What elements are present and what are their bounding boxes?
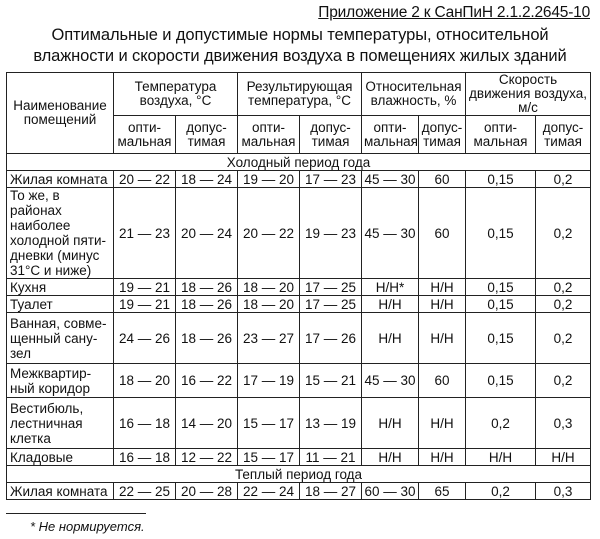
subheader-allowed: допус-тимая <box>176 116 238 154</box>
cell: Н/Н <box>419 398 466 449</box>
subheader-allowed: допус-тимая <box>419 116 466 154</box>
cell: 0,2 <box>536 296 591 313</box>
cell: 18 — 26 <box>176 313 238 364</box>
cell: 0,2 <box>536 279 591 296</box>
cell: 65 <box>419 483 466 500</box>
cell: 21 — 23 <box>114 188 176 279</box>
cell: 20 — 28 <box>176 483 238 500</box>
cell: 24 — 26 <box>114 313 176 364</box>
cell: 12 — 22 <box>176 449 238 466</box>
document-title <box>0 25 600 67</box>
cell: 19 — 23 <box>300 188 362 279</box>
cell: 18 — 20 <box>238 296 300 313</box>
subheader-optimal: опти-мальная <box>238 116 300 154</box>
cell: 20 — 22 <box>238 188 300 279</box>
cell: 15 — 21 <box>300 364 362 398</box>
cell: 19 — 20 <box>238 171 300 188</box>
cell: 14 — 20 <box>176 398 238 449</box>
appendix-reference: Приложение 2 к СанПиН 2.1.2.2645-10 <box>318 4 590 21</box>
cell: 17 — 25 <box>300 279 362 296</box>
cell: 22 — 25 <box>114 483 176 500</box>
cell: 45 — 30 <box>362 188 419 279</box>
cell: 15 — 17 <box>238 398 300 449</box>
cell: 0,2 <box>466 398 536 449</box>
cell: 18 — 20 <box>238 279 300 296</box>
cell: 0,15 <box>466 296 536 313</box>
subheader-optimal: опти-мальная <box>466 116 536 154</box>
cell: 18 — 20 <box>114 364 176 398</box>
table-row <box>7 313 591 364</box>
cell: 0,15 <box>466 279 536 296</box>
cell: 22 — 24 <box>238 483 300 500</box>
cell: 0,15 <box>466 364 536 398</box>
cell: 18 — 26 <box>176 279 238 296</box>
cell: 16 — 18 <box>114 398 176 449</box>
cell: 60 <box>419 188 466 279</box>
cell: 0,2 <box>536 364 591 398</box>
cell: 19 — 21 <box>114 296 176 313</box>
cell: Н/Н <box>419 296 466 313</box>
cell: 19 — 21 <box>114 279 176 296</box>
table-row <box>7 171 591 188</box>
cell: 0,2 <box>536 171 591 188</box>
cell: 17 — 26 <box>300 313 362 364</box>
cell: 60 <box>419 364 466 398</box>
cell: 0,15 <box>466 313 536 364</box>
footnote-divider <box>6 513 146 514</box>
subheader-optimal: опти-мальная <box>362 116 419 154</box>
title-line-2: влажности и скорости движения воздуха в помещениях жилых зданий <box>33 47 567 65</box>
cell: 0,15 <box>466 188 536 279</box>
cell: 60 <box>419 171 466 188</box>
cell: 17 — 25 <box>300 296 362 313</box>
norms-table <box>6 72 591 500</box>
table-row <box>7 449 591 466</box>
cell: Н/Н <box>536 449 591 466</box>
room-name: Жилая комната <box>7 171 114 188</box>
footnote: * Не нормируется. <box>30 519 145 534</box>
header-resulting-temperature: Результирующая температура, °С <box>238 73 362 116</box>
subheader-allowed: допус-тимая <box>300 116 362 154</box>
table-row <box>7 483 591 500</box>
table-row <box>7 364 591 398</box>
cell: Н/Н <box>362 398 419 449</box>
cell: 18 — 27 <box>300 483 362 500</box>
cell: Н/Н <box>362 449 419 466</box>
cell: 45 — 30 <box>362 364 419 398</box>
cell: Н/Н <box>419 449 466 466</box>
room-name: Кладовые <box>7 449 114 466</box>
room-name: Межквартир-ный коридор <box>7 364 114 398</box>
cell: 15 — 17 <box>238 449 300 466</box>
room-name: То же, в районах наиболее холодной пяти-дневки (минус 31°С и ниже) <box>7 188 114 279</box>
cell: 0,2 <box>536 188 591 279</box>
header-room-name: Наименование помещений <box>7 73 114 154</box>
cell: 23 — 27 <box>238 313 300 364</box>
header-relative-humidity: Относительная влажность, % <box>362 73 466 116</box>
cell: 20 — 22 <box>114 171 176 188</box>
cell: 0,3 <box>536 483 591 500</box>
cell: Н/Н <box>419 279 466 296</box>
table-row <box>7 279 591 296</box>
cell: Н/Н <box>362 296 419 313</box>
cell: 16 — 22 <box>176 364 238 398</box>
cell: 0,15 <box>466 171 536 188</box>
cell: 13 — 19 <box>300 398 362 449</box>
cell: 17 — 19 <box>238 364 300 398</box>
header-air-speed: Скорость движения воздуха, м/с <box>466 73 591 116</box>
cell: 0,2 <box>466 483 536 500</box>
room-name: Туалет <box>7 296 114 313</box>
room-name: Вестибюль, лестничная клетка <box>7 398 114 449</box>
cell: Н/Н <box>362 313 419 364</box>
room-name: Кухня <box>7 279 114 296</box>
cell: 18 — 26 <box>176 296 238 313</box>
cell: 0,2 <box>536 313 591 364</box>
header-air-temperature: Температура воздуха, °С <box>114 73 238 116</box>
table-row <box>7 398 591 449</box>
table-row <box>7 296 591 313</box>
cell: 11 — 21 <box>300 449 362 466</box>
cell: Н/Н <box>466 449 536 466</box>
room-name: Жилая комната <box>7 483 114 500</box>
subheader-allowed: допус-тимая <box>536 116 591 154</box>
cell: 17 — 23 <box>300 171 362 188</box>
cell: 0,3 <box>536 398 591 449</box>
period-cold: Холодный период года <box>7 154 591 171</box>
title-line-1: Оптимальные и допустимые нормы температуры, относительной <box>51 26 549 44</box>
cell: 20 — 24 <box>176 188 238 279</box>
period-warm: Теплый период года <box>7 466 591 483</box>
room-name: Ванная, совме-щенный сану-зел <box>7 313 114 364</box>
cell: Н/Н* <box>362 279 419 296</box>
cell: 18 — 24 <box>176 171 238 188</box>
cell: 16 — 18 <box>114 449 176 466</box>
cell: Н/Н <box>419 313 466 364</box>
cell: 45 — 30 <box>362 171 419 188</box>
cell: 60 — 30 <box>362 483 419 500</box>
subheader-optimal: опти-мальная <box>114 116 176 154</box>
table-row <box>7 188 591 279</box>
